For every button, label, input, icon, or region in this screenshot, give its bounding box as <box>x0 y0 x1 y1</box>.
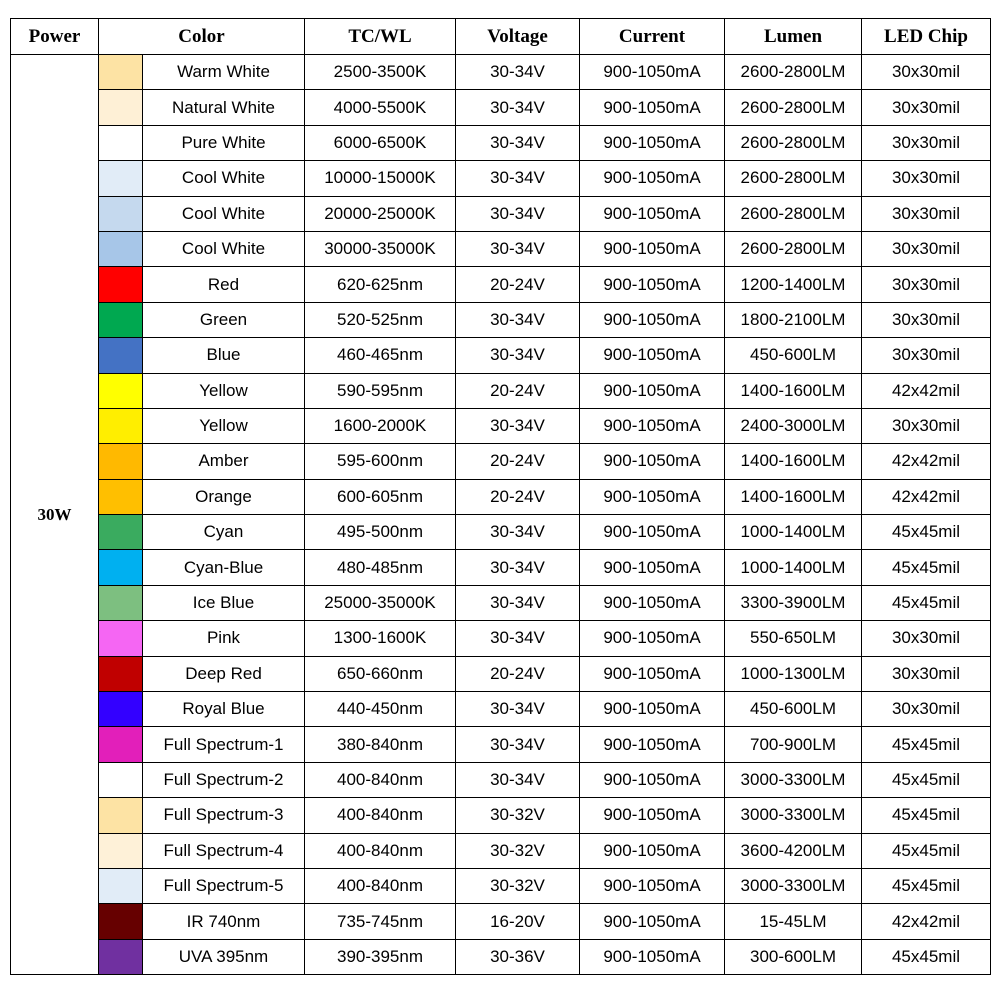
color-name-cell: UVA 395nm <box>143 939 305 974</box>
led-chip-cell: 45x45mil <box>862 762 991 797</box>
tcwl-cell: 6000-6500K <box>305 125 456 160</box>
color-swatch-cell <box>99 762 143 797</box>
current-cell: 900-1050mA <box>580 868 725 903</box>
header-power: Power <box>11 19 99 55</box>
color-swatch-cell <box>99 479 143 514</box>
lumen-cell: 550-650LM <box>725 621 862 656</box>
current-cell: 900-1050mA <box>580 444 725 479</box>
lumen-cell: 2600-2800LM <box>725 90 862 125</box>
color-swatch-cell <box>99 939 143 974</box>
color-name-cell: Yellow <box>143 373 305 408</box>
color-swatch <box>99 621 142 655</box>
table-row <box>11 727 991 762</box>
tcwl-cell: 390-395nm <box>305 939 456 974</box>
color-swatch <box>99 550 142 584</box>
led-chip-cell: 30x30mil <box>862 90 991 125</box>
color-swatch-cell <box>99 267 143 302</box>
voltage-cell: 30-34V <box>456 90 580 125</box>
tcwl-cell: 400-840nm <box>305 762 456 797</box>
current-cell: 900-1050mA <box>580 621 725 656</box>
voltage-cell: 30-34V <box>456 408 580 443</box>
tcwl-cell: 380-840nm <box>305 727 456 762</box>
voltage-cell: 20-24V <box>456 267 580 302</box>
current-cell: 900-1050mA <box>580 302 725 337</box>
tcwl-cell: 620-625nm <box>305 267 456 302</box>
led-chip-cell: 30x30mil <box>862 267 991 302</box>
table-row <box>11 196 991 231</box>
led-chip-cell: 42x42mil <box>862 444 991 479</box>
color-name-cell: Full Spectrum-1 <box>143 727 305 762</box>
table-row <box>11 762 991 797</box>
color-swatch-cell <box>99 656 143 691</box>
table-row <box>11 125 991 160</box>
color-swatch-cell <box>99 338 143 373</box>
color-name-cell: IR 740nm <box>143 904 305 939</box>
color-swatch-cell <box>99 621 143 656</box>
color-swatch <box>99 480 142 514</box>
tcwl-cell: 650-660nm <box>305 656 456 691</box>
tcwl-cell: 460-465nm <box>305 338 456 373</box>
led-chip-cell: 30x30mil <box>862 621 991 656</box>
color-swatch <box>99 586 142 620</box>
table-row <box>11 161 991 196</box>
color-name-cell: Blue <box>143 338 305 373</box>
tcwl-cell: 735-745nm <box>305 904 456 939</box>
led-chip-cell: 30x30mil <box>862 55 991 90</box>
led-chip-cell: 30x30mil <box>862 656 991 691</box>
header-lumen: Lumen <box>725 19 862 55</box>
led-chip-cell: 30x30mil <box>862 125 991 160</box>
tcwl-cell: 25000-35000K <box>305 585 456 620</box>
led-chip-cell: 30x30mil <box>862 161 991 196</box>
lumen-cell: 2400-3000LM <box>725 408 862 443</box>
lumen-cell: 1000-1400LM <box>725 550 862 585</box>
current-cell: 900-1050mA <box>580 939 725 974</box>
color-swatch <box>99 444 142 478</box>
tcwl-cell: 520-525nm <box>305 302 456 337</box>
voltage-cell: 30-34V <box>456 762 580 797</box>
tcwl-cell: 1300-1600K <box>305 621 456 656</box>
current-cell: 900-1050mA <box>580 692 725 727</box>
lumen-cell: 2600-2800LM <box>725 125 862 160</box>
color-swatch <box>99 303 142 337</box>
color-name-cell: Red <box>143 267 305 302</box>
table-row <box>11 939 991 974</box>
color-swatch <box>99 161 142 195</box>
led-chip-cell: 45x45mil <box>862 515 991 550</box>
color-swatch-cell <box>99 125 143 160</box>
led-chip-cell: 30x30mil <box>862 408 991 443</box>
color-name-cell: Orange <box>143 479 305 514</box>
current-cell: 900-1050mA <box>580 550 725 585</box>
color-name-cell: Pink <box>143 621 305 656</box>
table-row <box>11 868 991 903</box>
voltage-cell: 30-34V <box>456 585 580 620</box>
color-swatch-cell <box>99 833 143 868</box>
led-chip-cell: 45x45mil <box>862 868 991 903</box>
color-swatch <box>99 515 142 549</box>
color-swatch <box>99 338 142 372</box>
current-cell: 900-1050mA <box>580 408 725 443</box>
color-swatch-cell <box>99 798 143 833</box>
lumen-cell: 1400-1600LM <box>725 479 862 514</box>
tcwl-cell: 400-840nm <box>305 868 456 903</box>
color-swatch <box>99 940 142 974</box>
current-cell: 900-1050mA <box>580 373 725 408</box>
voltage-cell: 30-32V <box>456 798 580 833</box>
voltage-cell: 30-34V <box>456 161 580 196</box>
lumen-cell: 450-600LM <box>725 692 862 727</box>
tcwl-cell: 400-840nm <box>305 798 456 833</box>
table-row <box>11 479 991 514</box>
color-name-cell: Royal Blue <box>143 692 305 727</box>
voltage-cell: 16-20V <box>456 904 580 939</box>
color-name-cell: Ice Blue <box>143 585 305 620</box>
table-row <box>11 550 991 585</box>
color-swatch <box>99 798 142 832</box>
tcwl-cell: 4000-5500K <box>305 90 456 125</box>
color-name-cell: Full Spectrum-4 <box>143 833 305 868</box>
voltage-cell: 30-32V <box>456 833 580 868</box>
voltage-cell: 20-24V <box>456 444 580 479</box>
current-cell: 900-1050mA <box>580 833 725 868</box>
table-row <box>11 55 991 90</box>
header-led-chip: LED Chip <box>862 19 991 55</box>
color-name-cell: Cool White <box>143 231 305 266</box>
header-voltage: Voltage <box>456 19 580 55</box>
voltage-cell: 30-34V <box>456 550 580 585</box>
lumen-cell: 1400-1600LM <box>725 444 862 479</box>
voltage-cell: 30-34V <box>456 727 580 762</box>
lumen-cell: 1200-1400LM <box>725 267 862 302</box>
led-chip-cell: 45x45mil <box>862 939 991 974</box>
led-chip-cell: 30x30mil <box>862 338 991 373</box>
lumen-cell: 450-600LM <box>725 338 862 373</box>
lumen-cell: 300-600LM <box>725 939 862 974</box>
led-chip-cell: 45x45mil <box>862 833 991 868</box>
led-chip-cell: 30x30mil <box>862 692 991 727</box>
color-swatch-cell <box>99 302 143 337</box>
color-swatch <box>99 126 142 160</box>
tcwl-cell: 595-600nm <box>305 444 456 479</box>
led-chip-cell: 30x30mil <box>862 231 991 266</box>
voltage-cell: 30-34V <box>456 692 580 727</box>
voltage-cell: 30-34V <box>456 515 580 550</box>
table-body <box>11 55 991 975</box>
color-swatch-cell <box>99 444 143 479</box>
tcwl-cell: 600-605nm <box>305 479 456 514</box>
led-chip-cell: 42x42mil <box>862 479 991 514</box>
color-name-cell: Full Spectrum-5 <box>143 868 305 903</box>
color-name-cell: Cyan-Blue <box>143 550 305 585</box>
color-swatch <box>99 374 142 408</box>
tcwl-cell: 30000-35000K <box>305 231 456 266</box>
color-name-cell: Amber <box>143 444 305 479</box>
current-cell: 900-1050mA <box>580 479 725 514</box>
voltage-cell: 30-34V <box>456 621 580 656</box>
lumen-cell: 1000-1400LM <box>725 515 862 550</box>
color-swatch <box>99 197 142 231</box>
table-row <box>11 408 991 443</box>
table-row <box>11 338 991 373</box>
current-cell: 900-1050mA <box>580 231 725 266</box>
current-cell: 900-1050mA <box>580 338 725 373</box>
current-cell: 900-1050mA <box>580 161 725 196</box>
table-row <box>11 904 991 939</box>
color-swatch <box>99 763 142 797</box>
power-value: 30W <box>11 55 99 975</box>
color-swatch-cell <box>99 373 143 408</box>
header-row <box>11 19 991 55</box>
color-name-cell: Cyan <box>143 515 305 550</box>
lumen-cell: 2600-2800LM <box>725 55 862 90</box>
table-row <box>11 373 991 408</box>
lumen-cell: 3600-4200LM <box>725 833 862 868</box>
table-row <box>11 585 991 620</box>
table-row <box>11 302 991 337</box>
lumen-cell: 2600-2800LM <box>725 161 862 196</box>
color-name-cell: Pure White <box>143 125 305 160</box>
table-row <box>11 798 991 833</box>
table-row <box>11 833 991 868</box>
current-cell: 900-1050mA <box>580 727 725 762</box>
led-chip-cell: 42x42mil <box>862 373 991 408</box>
led-chip-cell: 45x45mil <box>862 550 991 585</box>
lumen-cell: 3300-3900LM <box>725 585 862 620</box>
current-cell: 900-1050mA <box>580 125 725 160</box>
led-chip-cell: 45x45mil <box>862 585 991 620</box>
color-swatch <box>99 692 142 726</box>
led-chip-cell: 30x30mil <box>862 196 991 231</box>
color-swatch-cell <box>99 585 143 620</box>
lumen-cell: 3000-3300LM <box>725 868 862 903</box>
voltage-cell: 30-32V <box>456 868 580 903</box>
color-swatch <box>99 834 142 868</box>
color-swatch-cell <box>99 515 143 550</box>
table-row <box>11 692 991 727</box>
lumen-cell: 15-45LM <box>725 904 862 939</box>
current-cell: 900-1050mA <box>580 585 725 620</box>
color-swatch <box>99 869 142 903</box>
color-swatch-cell <box>99 868 143 903</box>
lumen-cell: 1400-1600LM <box>725 373 862 408</box>
table-row <box>11 90 991 125</box>
color-swatch-cell <box>99 161 143 196</box>
color-swatch <box>99 657 142 691</box>
color-name-cell: Full Spectrum-2 <box>143 762 305 797</box>
tcwl-cell: 2500-3500K <box>305 55 456 90</box>
led-spec-table <box>10 18 991 975</box>
color-name-cell: Green <box>143 302 305 337</box>
led-chip-cell: 45x45mil <box>862 727 991 762</box>
voltage-cell: 30-36V <box>456 939 580 974</box>
led-chip-cell: 42x42mil <box>862 904 991 939</box>
color-name-cell: Deep Red <box>143 656 305 691</box>
color-name-cell: Full Spectrum-3 <box>143 798 305 833</box>
voltage-cell: 30-34V <box>456 196 580 231</box>
lumen-cell: 700-900LM <box>725 727 862 762</box>
voltage-cell: 20-24V <box>456 656 580 691</box>
voltage-cell: 20-24V <box>456 479 580 514</box>
table-row <box>11 656 991 691</box>
voltage-cell: 20-24V <box>456 373 580 408</box>
color-swatch-cell <box>99 408 143 443</box>
color-name-cell: Cool White <box>143 196 305 231</box>
header-color: Color <box>99 19 305 55</box>
color-swatch-cell <box>99 196 143 231</box>
current-cell: 900-1050mA <box>580 267 725 302</box>
lumen-cell: 1800-2100LM <box>725 302 862 337</box>
color-swatch <box>99 232 142 266</box>
current-cell: 900-1050mA <box>580 798 725 833</box>
voltage-cell: 30-34V <box>456 125 580 160</box>
tcwl-cell: 10000-15000K <box>305 161 456 196</box>
voltage-cell: 30-34V <box>456 55 580 90</box>
voltage-cell: 30-34V <box>456 231 580 266</box>
led-chip-cell: 45x45mil <box>862 798 991 833</box>
current-cell: 900-1050mA <box>580 90 725 125</box>
current-cell: 900-1050mA <box>580 762 725 797</box>
color-swatch <box>99 409 142 443</box>
voltage-cell: 30-34V <box>456 302 580 337</box>
color-swatch-cell <box>99 692 143 727</box>
lumen-cell: 2600-2800LM <box>725 196 862 231</box>
tcwl-cell: 1600-2000K <box>305 408 456 443</box>
color-swatch-cell <box>99 90 143 125</box>
table-row <box>11 515 991 550</box>
table-row <box>11 231 991 266</box>
tcwl-cell: 440-450nm <box>305 692 456 727</box>
color-name-cell: Warm White <box>143 55 305 90</box>
lumen-cell: 1000-1300LM <box>725 656 862 691</box>
color-swatch-cell <box>99 904 143 939</box>
lumen-cell: 3000-3300LM <box>725 798 862 833</box>
color-swatch <box>99 55 142 89</box>
color-swatch-cell <box>99 550 143 585</box>
table-row <box>11 621 991 656</box>
tcwl-cell: 590-595nm <box>305 373 456 408</box>
color-swatch-cell <box>99 727 143 762</box>
current-cell: 900-1050mA <box>580 515 725 550</box>
color-swatch <box>99 267 142 301</box>
color-swatch-cell <box>99 55 143 90</box>
color-name-cell: Yellow <box>143 408 305 443</box>
color-swatch-cell <box>99 231 143 266</box>
header-current: Current <box>580 19 725 55</box>
color-swatch <box>99 904 142 938</box>
table-row <box>11 267 991 302</box>
color-swatch <box>99 90 142 124</box>
tcwl-cell: 495-500nm <box>305 515 456 550</box>
color-swatch <box>99 727 142 761</box>
header-tcwl: TC/WL <box>305 19 456 55</box>
led-chip-cell: 30x30mil <box>862 302 991 337</box>
current-cell: 900-1050mA <box>580 656 725 691</box>
tcwl-cell: 400-840nm <box>305 833 456 868</box>
color-name-cell: Cool White <box>143 161 305 196</box>
table-row <box>11 444 991 479</box>
tcwl-cell: 480-485nm <box>305 550 456 585</box>
lumen-cell: 3000-3300LM <box>725 762 862 797</box>
current-cell: 900-1050mA <box>580 904 725 939</box>
lumen-cell: 2600-2800LM <box>725 231 862 266</box>
tcwl-cell: 20000-25000K <box>305 196 456 231</box>
current-cell: 900-1050mA <box>580 55 725 90</box>
color-name-cell: Natural White <box>143 90 305 125</box>
current-cell: 900-1050mA <box>580 196 725 231</box>
voltage-cell: 30-34V <box>456 338 580 373</box>
